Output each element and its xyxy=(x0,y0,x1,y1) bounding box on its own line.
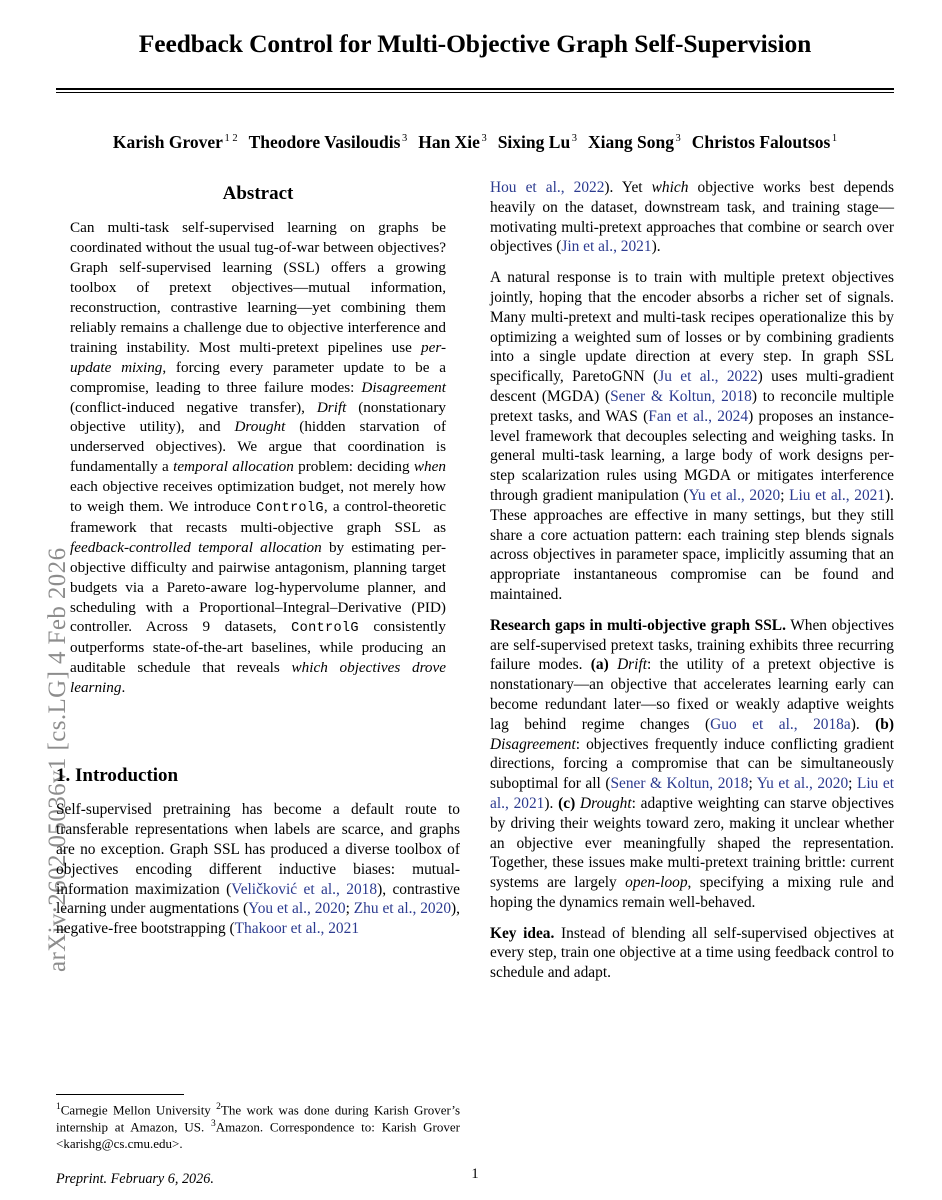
footnote-marker-3: 3 xyxy=(211,1119,216,1130)
section-spacer xyxy=(56,698,460,764)
abstract-emphasis: feedback-controlled temporal allocation xyxy=(70,538,322,556)
body-text: ; xyxy=(848,775,857,793)
intro-paragraph-2 xyxy=(490,268,894,605)
title-divider xyxy=(56,88,894,93)
abstract-text: (conflict-induced negative transfer), xyxy=(70,398,317,416)
abstract-emphasis: Drift xyxy=(316,398,347,416)
key-idea-paragraph xyxy=(490,924,894,983)
body-text: ) uses multi-gradient descent (MGDA) ( xyxy=(490,368,895,405)
author-name: Han Xie xyxy=(418,131,480,152)
list-label-a: (a) xyxy=(590,656,609,674)
author-affiliation-marker: 3 xyxy=(675,133,681,145)
citation-link[interactable]: Sener & Koltun, 2018 xyxy=(610,387,752,405)
body-text: A natural response is to train with multiple pretext objectives jointly, hoping that the encoder absorbs a richer set of signals. Many multi-pretext and multi-task recipes operationalize this by optimizing a weighted sum of losses or by combining gradients into a single update direction at every step. In graph SSL specifically, ParetoGNN ( xyxy=(490,269,894,386)
left-column xyxy=(56,178,460,1188)
body-emphasis: open-loop xyxy=(625,874,688,892)
body-text: ). These approaches are effective in many settings, but they still share a core actuation pattern: each training step blends signals across objectives in parameter space, implicitly assuming that an appropriate instantaneous compromise can be found and maintained. xyxy=(490,486,895,603)
intro-paragraph-1-continued xyxy=(490,178,894,257)
abstract-text: consistently outperforms state-of-the-art baselines, while producing an auditable schedule that reveals xyxy=(70,618,446,677)
abstract-text: problem: deciding xyxy=(293,458,414,476)
citation-link[interactable]: Thakoor et al., 2021 xyxy=(234,920,360,938)
footnote-marker-2: 2 xyxy=(216,1101,221,1112)
abstract-body xyxy=(56,218,460,698)
citation-link[interactable]: Yu et al., 2020 xyxy=(688,486,781,504)
failure-mode-drought: Drought xyxy=(580,794,632,812)
author-affiliation-marker: 3 xyxy=(571,133,577,145)
abstract-text: (hidden starvation of underserved objectives). We argue that coordination is fundamentally a xyxy=(70,418,446,476)
author-affiliation-marker: 3 xyxy=(481,133,487,145)
body-text: ; xyxy=(748,775,757,793)
citation-link[interactable]: Zhu et al., 2020 xyxy=(353,900,452,918)
runin-heading-key-idea: Key idea. xyxy=(490,924,555,942)
author-entry xyxy=(588,132,681,152)
body-text: ), contrastive learning under augmentations ( xyxy=(56,880,461,918)
failure-mode-disagreement: Disagreement xyxy=(490,735,576,753)
body-text: ). xyxy=(544,794,559,812)
author-affiliation-marker: 1 xyxy=(831,133,838,145)
abstract-text: each objective receives optimization budget, not merely how to weigh them. We introduce xyxy=(70,478,446,516)
author-entry xyxy=(249,132,408,152)
body-text: ; xyxy=(345,900,354,918)
author-name: Karish Grover xyxy=(112,131,223,152)
body-text: ) to reconcile multiple pretext tasks, and WAS ( xyxy=(490,387,894,425)
right-column xyxy=(490,178,894,1188)
body-text: Instead of blending all self-supervised objectives at every step, train one objective at a time using feedback control to schedule and adapt. xyxy=(490,924,894,982)
citation-link[interactable]: Sener & Koltun, 2018 xyxy=(610,775,749,793)
citation-link[interactable]: Liu et al., 2021 xyxy=(789,486,886,504)
abstract-text: , forcing every parameter update to be a compromise, leading to three failure modes: xyxy=(70,358,446,396)
body-text: : the utility of a pretext objective is nonstationary—an objective that accelerates learning early can become redundant later—so fixed or weakly adaptive weights lag behind regime changes ( xyxy=(490,656,894,733)
body-text: When objectives are self-supervised pretext tasks, training exhibits three recurring failure modes. xyxy=(490,616,894,674)
footnote-affiliation-2: The work was done during Karish Grover’s internship at Amazon, US. xyxy=(56,1101,461,1135)
abstract-emphasis: Drought xyxy=(234,418,286,436)
body-text: ). xyxy=(850,715,876,733)
author-list xyxy=(56,131,894,154)
abstract-text: by estimating per-objective difficulty and pairwise antagonism, planning target budgets via a Pareto-aware log-hypervolume planner, and scheduling with a Proportional–Integral–Derivative (PID) controller. Across 9 datasets, xyxy=(70,538,447,636)
author-entry xyxy=(692,132,837,152)
runin-heading-research-gaps: Research gaps in multi-objective graph SSL. xyxy=(490,616,786,634)
body-text: : objectives frequently induce conflicting gradient directions, forcing a compromise that can be simultaneously suboptimal for all ( xyxy=(490,735,894,793)
citation-link[interactable]: Hou et al., 2022 xyxy=(490,179,605,196)
body-text: ), negative-free bootstrapping ( xyxy=(56,900,461,938)
footnote-text xyxy=(56,1101,460,1153)
body-text: ) proposes an instance-level framework that decouples selecting and weighing tasks. In general multi-task learning, a large body of work designs per-step scalarization rules using MGDA or mitigates interference through gradient manipulation ( xyxy=(490,407,895,504)
body-text: Self-supervised pretraining has become a default route to transferable representations when labels are scarce, and graphs are no exception. Graph SSL has produced a diverse toolbox of objectives encoding different inductive biases: mutual-information maximization ( xyxy=(56,801,460,898)
section-heading-introduction: 1. Introduction xyxy=(56,764,179,786)
citation-link[interactable]: Liu et al., 2021 xyxy=(490,775,895,812)
abstract-text: Can multi-task self-supervised learning on graphs be coordinated without the usual tug-of-war between objectives? Graph self-supervised learning (SSL) offers a growing toolbox of pretext objectives—mutual information, reconstruction, contrastive learning—yet combining them reliably remains a challenge due to objective interference and training instability. Most multi-pretext pipelines use xyxy=(70,219,446,356)
body-text: ; xyxy=(780,486,790,504)
abstract-emphasis: temporal allocation xyxy=(173,458,294,476)
research-gaps-paragraph xyxy=(490,616,894,913)
author-name: Christos Faloutsos xyxy=(691,131,831,152)
page-title: Feedback Control for Multi-Objective Graph Self-Supervision xyxy=(138,29,812,58)
citation-link[interactable]: You et al., 2020 xyxy=(248,900,346,918)
intro-paragraph-1 xyxy=(56,800,460,939)
abstract-emphasis: per-update mixing xyxy=(70,338,446,376)
author-affiliation-marker: 3 xyxy=(401,133,408,145)
citation-link[interactable]: Veličković et al., 2018 xyxy=(231,880,378,898)
preprint-notice: Preprint. February 6, 2026. xyxy=(56,1170,214,1187)
two-column-body xyxy=(56,178,894,1188)
author-name: Xiang Song xyxy=(587,131,675,152)
author-entry xyxy=(418,132,487,152)
page-number: 1 xyxy=(471,1166,479,1182)
arxiv-stamp: arXiv:2602.05036v1 [cs.LG] 4 Feb 2026 xyxy=(44,547,71,972)
citation-link[interactable]: Guo et al., 2018a xyxy=(710,715,851,733)
citation-link[interactable]: Yu et al., 2020 xyxy=(756,775,849,793)
footnote-affiliation-3: Amazon. Correspondence to: Karish Grover <karishg@cs.cmu.edu>. xyxy=(56,1119,460,1152)
abstract-heading: Abstract xyxy=(222,183,294,204)
list-label-b: (b) xyxy=(875,715,894,733)
footnote-marker-1: 1 xyxy=(56,1101,61,1112)
abstract-text: (nonstationary objective utility), and xyxy=(70,398,446,436)
body-emphasis: which xyxy=(651,179,689,196)
abstract-paragraph xyxy=(70,218,446,698)
list-label-c: (c) xyxy=(558,794,576,812)
abstract-text: . xyxy=(121,679,126,697)
author-entry xyxy=(113,132,238,152)
method-name: ControlG xyxy=(291,621,359,637)
author-entry xyxy=(498,132,577,152)
citation-link[interactable]: Jin et al., 2021 xyxy=(561,238,652,256)
method-name: ControlG xyxy=(256,501,324,517)
body-text: objective works best depends heavily on the dataset, downstream task, and training stage—motivating multi-pretext approaches that combine or search over objectives ( xyxy=(490,179,894,256)
paper-page xyxy=(56,0,894,1200)
abstract-text: , a control-theoretic framework that recasts multi-objective graph SSL as xyxy=(70,498,446,536)
footnote-affiliation-1: Carnegie Mellon University xyxy=(60,1101,217,1117)
body-text: ). Yet xyxy=(604,179,652,196)
citation-link[interactable]: Fan et al., 2024 xyxy=(648,407,749,425)
body-text: , specifying a mixing rule and hoping the dynamics remain well-behaved. xyxy=(490,874,894,911)
failure-mode-drift: Drift xyxy=(617,656,647,674)
abstract-emphasis: when xyxy=(413,458,446,476)
abstract-emphasis: Disagreement xyxy=(361,378,446,396)
footnote-divider xyxy=(56,1094,184,1095)
author-name: Sixing Lu xyxy=(497,131,571,152)
citation-link[interactable]: Ju et al., 2022 xyxy=(658,368,758,386)
author-name: Theodore Vasiloudis xyxy=(248,131,401,152)
body-text: ). xyxy=(651,238,661,256)
abstract-emphasis: which objectives drove learning xyxy=(70,659,446,697)
author-affiliation-marker: 1 2 xyxy=(224,133,238,145)
body-text: : adaptive weighting can starve objectives by driving their weights toward zero, making it unclear whether an objective ever meaningfully shaped the representation. Together, these issues make multi-pretext training brittle: current systems are largely xyxy=(490,794,895,892)
